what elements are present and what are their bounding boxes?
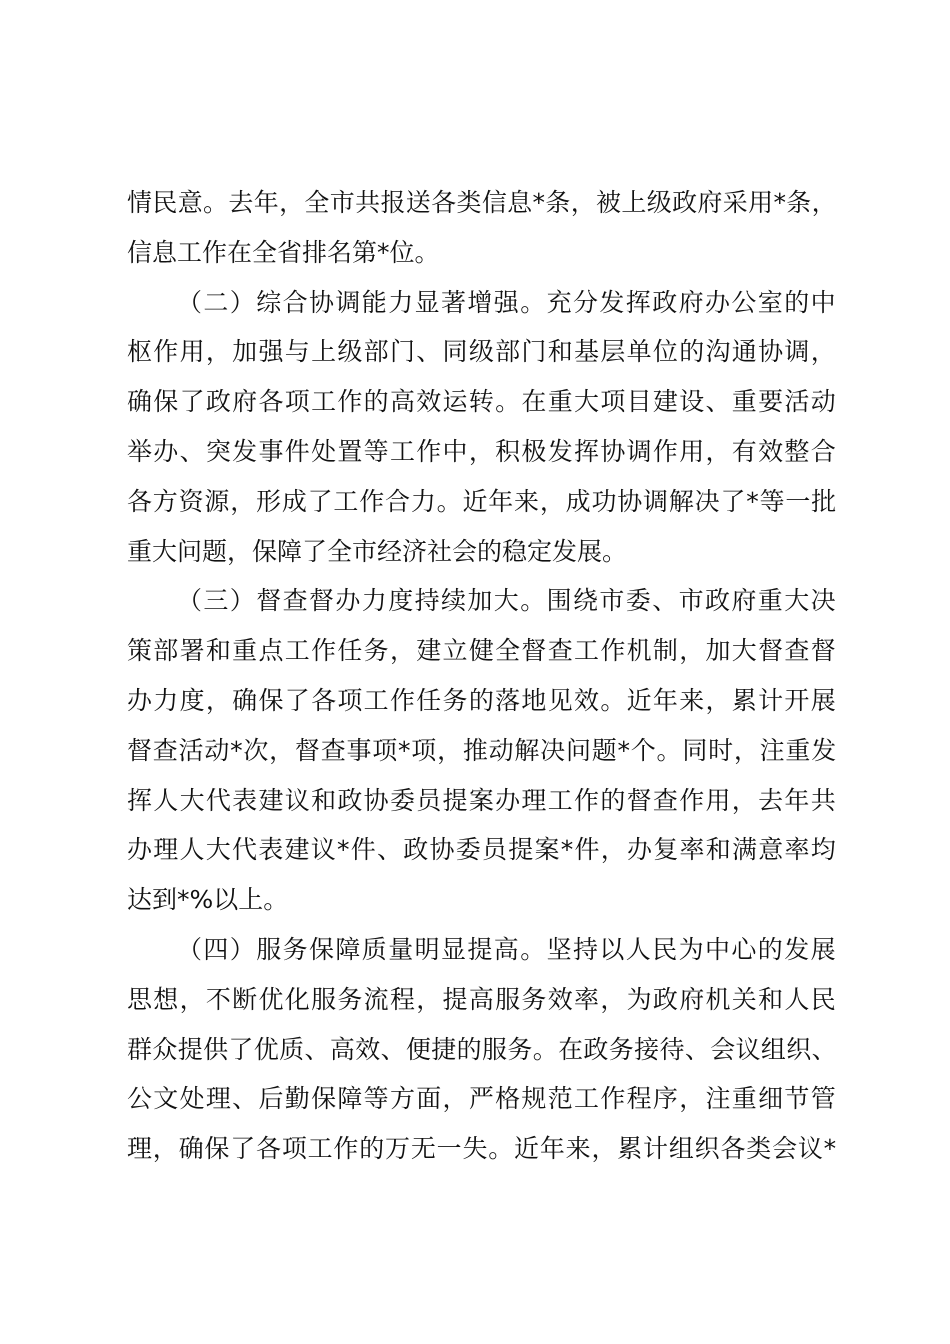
text-line: 办力度，确保了各项工作任务的落地见效。近年来，累计开展 xyxy=(127,685,837,715)
text-line: 办理人大代表建议*件、政协委员提案*件，办复率和满意率均 xyxy=(127,835,837,865)
text-line: 举办、突发事件处置等工作中，积极发挥协调作用，有效整合 xyxy=(127,436,837,466)
text-line: 策部署和重点工作任务，建立健全督查工作机制，加大督查督 xyxy=(127,636,837,666)
text-line: （三）督查督办力度持续加大。围绕市委、市政府重大决 xyxy=(177,586,837,616)
text-line: 理，确保了各项工作的万无一失。近年来，累计组织各类会议* xyxy=(127,1134,837,1164)
text-line: 督查活动*次，督查事项*项，推动解决问题*个。同时，注重发 xyxy=(127,735,837,765)
text-line: 枢作用，加强与上级部门、同级部门和基层单位的沟通协调， xyxy=(127,337,837,367)
document-body xyxy=(127,178,837,1174)
text-line: 情民意。去年，全市共报送各类信息*条，被上级政府采用*条， xyxy=(127,188,837,217)
text-line: 达到*%以上。 xyxy=(127,885,289,915)
text-line: 公文处理、后勤保障等方面，严格规范工作程序，注重细节管 xyxy=(127,1084,837,1114)
text-line: 重大问题，保障了全市经济社会的稳定发展。 xyxy=(127,536,628,566)
text-line: 信息工作在全省排名第*位。 xyxy=(127,237,440,267)
text-line: 各方资源，形成了工作合力。近年来，成功协调解决了*等一批 xyxy=(127,486,837,516)
text-line: （二）综合协调能力显著增强。充分发挥政府办公室的中 xyxy=(177,287,837,317)
text-line: （四）服务保障质量明显提高。坚持以人民为中心的发展 xyxy=(177,934,837,964)
text-line: 群众提供了优质、高效、便捷的服务。在政务接待、会议组织、 xyxy=(127,1034,837,1064)
text-line: 思想，不断优化服务流程，提高服务效率，为政府机关和人民 xyxy=(127,984,837,1014)
text-line: 挥人大代表建议和政协委员提案办理工作的督查作用，去年共 xyxy=(127,785,837,815)
text-line: 确保了政府各项工作的高效运转。在重大项目建设、重要活动 xyxy=(127,387,837,417)
